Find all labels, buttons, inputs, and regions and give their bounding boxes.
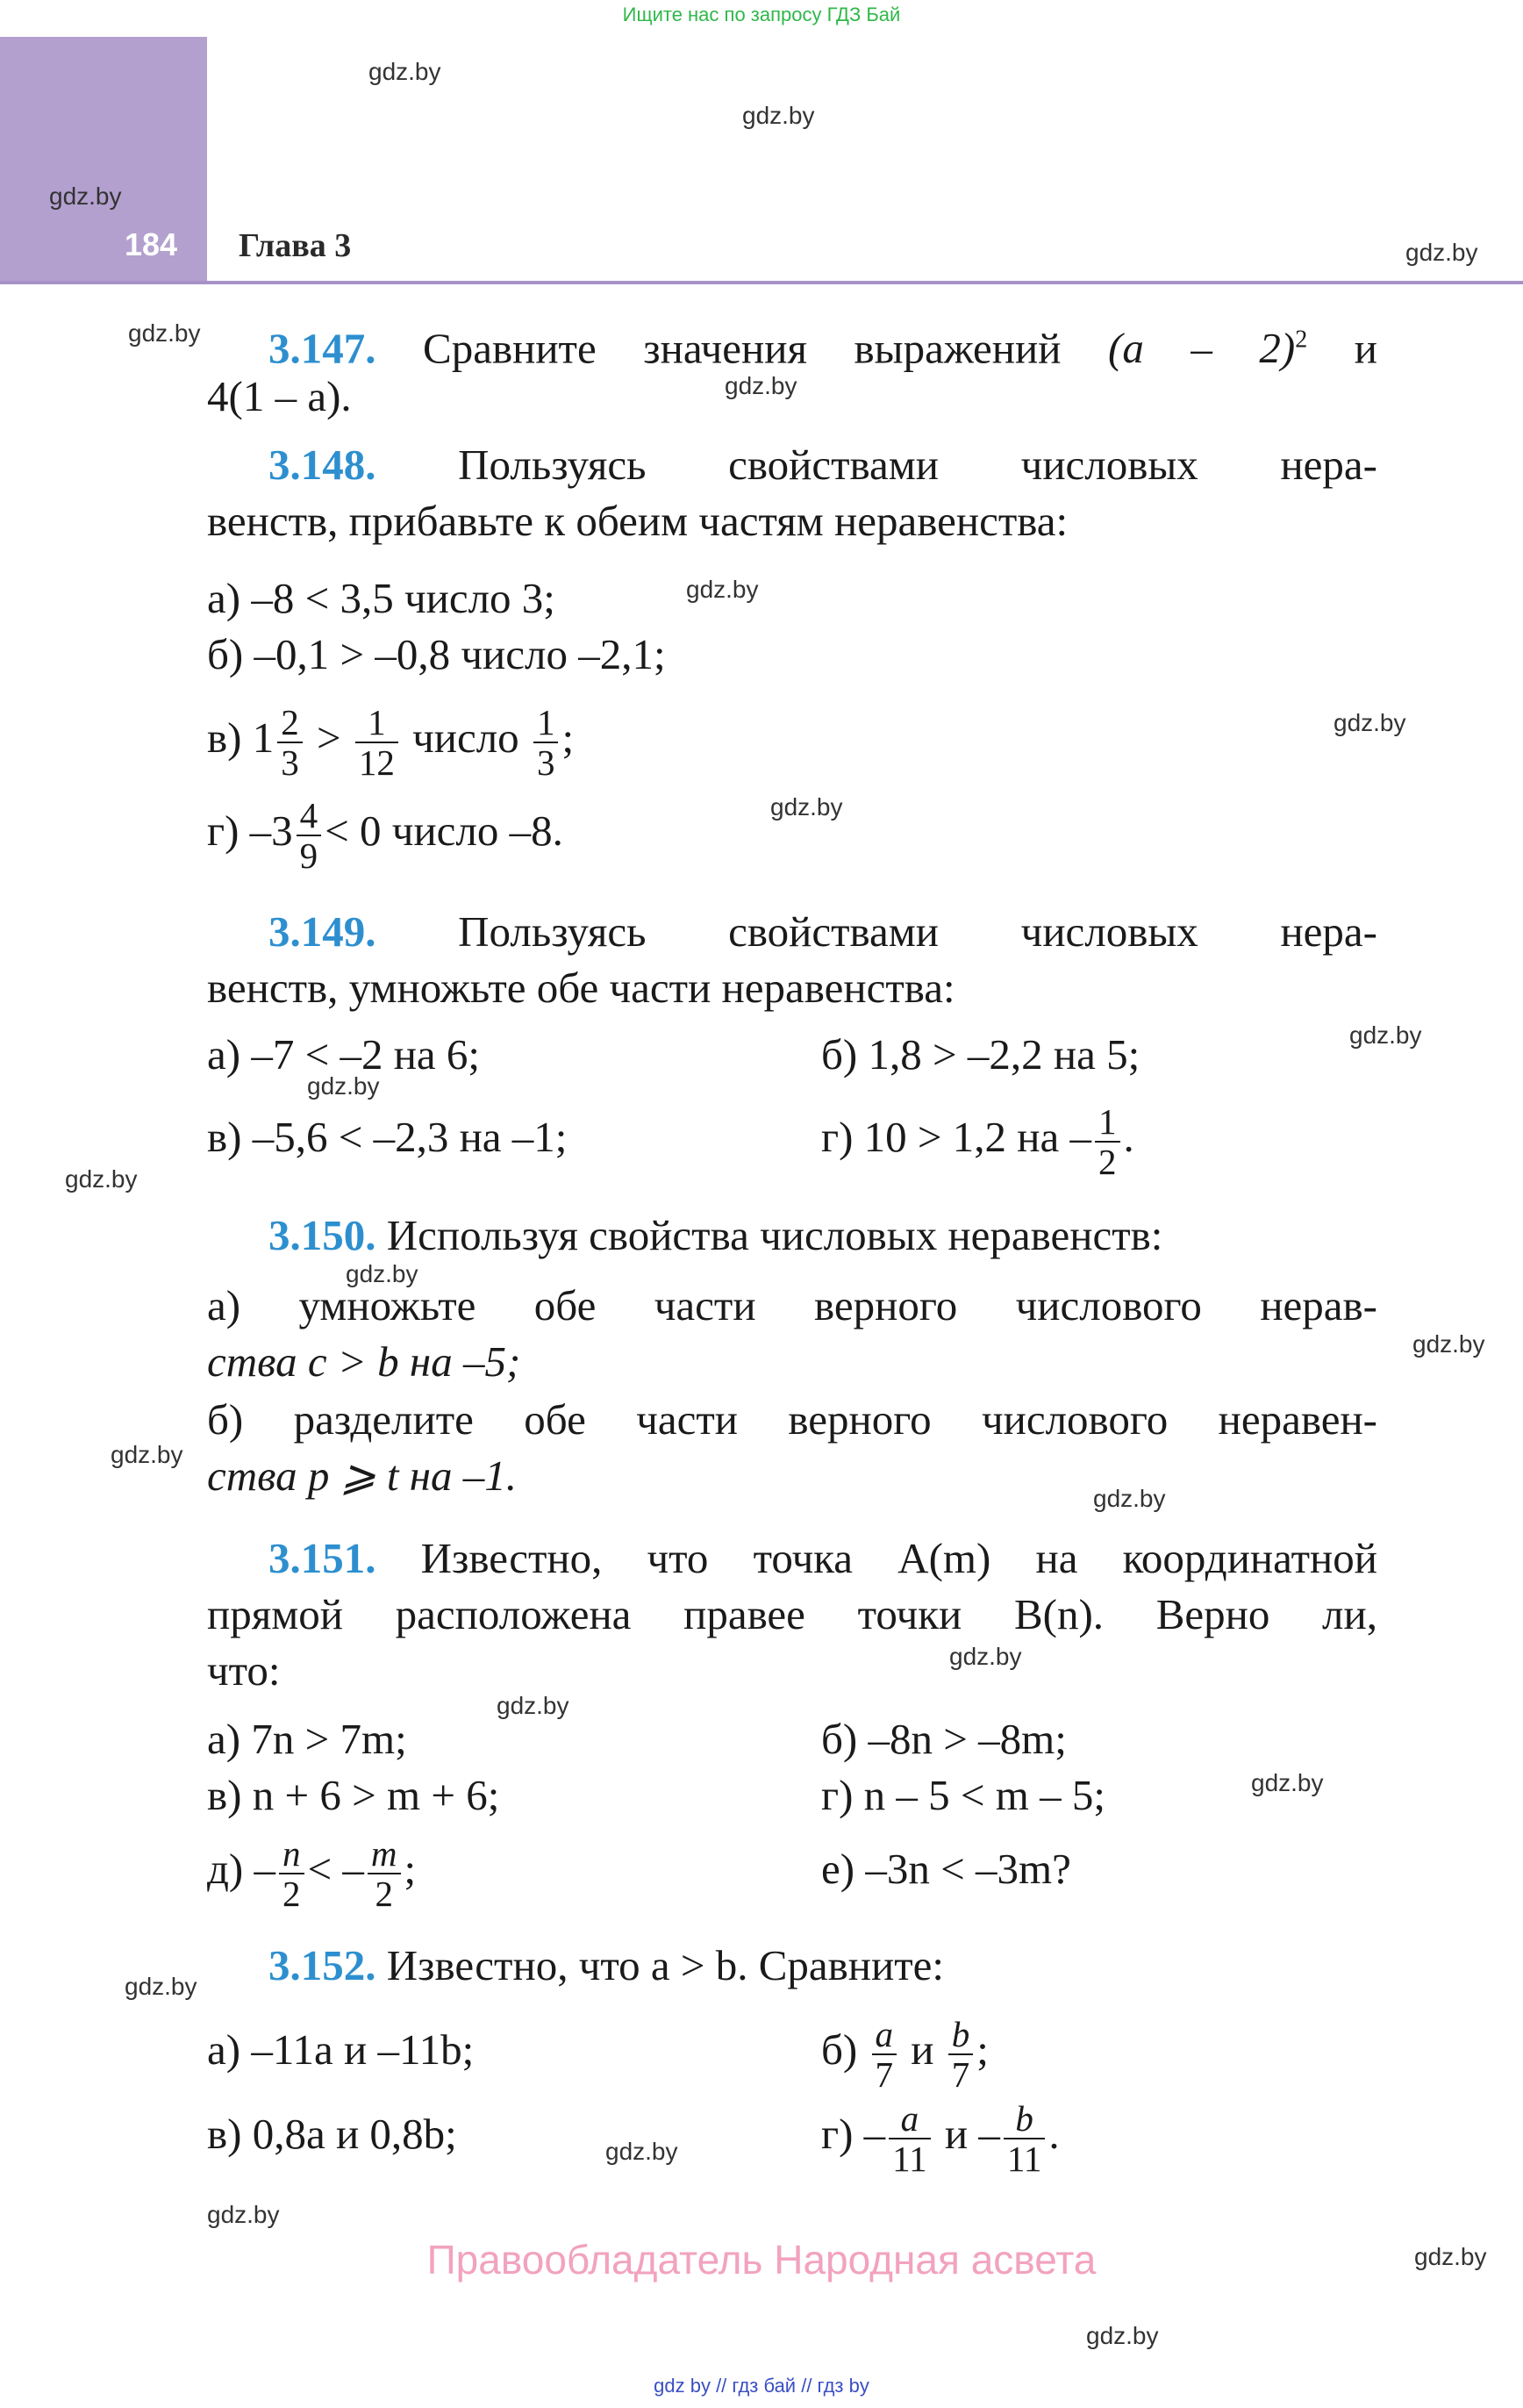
- exercise-3-150-line-2: а) умножьте обе части верного числового нерав-: [207, 1281, 1377, 1329]
- watermark: gdz.by: [1405, 239, 1478, 266]
- page-number: 184: [125, 226, 178, 262]
- watermark: gdz.by: [1349, 1021, 1422, 1049]
- exercise-number: 3.149.: [268, 907, 376, 956]
- exercise-3-151-line-1: 3.151. Известно, что точка A(m) на координатной: [268, 1534, 1377, 1582]
- watermark: gdz.by: [1412, 1330, 1485, 1358]
- exercise-3-148-g: г) –3 $\frac{4}{9}$ < 0 число –8.: [207, 794, 563, 876]
- watermark: gdz.by: [368, 58, 441, 85]
- watermark: gdz.by: [497, 1692, 569, 1719]
- fraction: $\frac{n}{2}$: [279, 1834, 304, 1913]
- exercise-number: 3.151.: [268, 1534, 376, 1582]
- exercise-3-147-line-1: 3.147. Сравните значения выражений (a – 2)$^2$ и: [268, 324, 1378, 373]
- exercise-3-147-line-2: 4(1 – a).: [207, 372, 352, 420]
- exercise-number: 3.150.: [268, 1211, 376, 1259]
- watermark: gdz.by: [128, 319, 201, 347]
- exercise-3-151-row-3: д) – $\frac{n}{2}$ < – $\frac{m}{2}$ ; е) –3n < –3m?: [207, 1832, 1071, 1914]
- watermark: gdz.by: [49, 183, 122, 210]
- watermark: gdz.by: [770, 793, 843, 821]
- exercise-3-151-row-2: в) n + 6 > m + 6; г) n – 5 < m – 5;: [207, 1771, 1106, 1819]
- watermark: gdz.by: [207, 2201, 280, 2228]
- exercise-3-152-line-1: 3.152. Известно, что a > b. Сравните:: [268, 1941, 945, 1989]
- fraction: $\frac{b}{11}$: [1004, 2099, 1045, 2178]
- watermark: gdz.by: [346, 1260, 418, 1287]
- fraction: $\frac{m}{2}$: [368, 1834, 401, 1913]
- exercise-3-149-row-2: в) –5,6 < –2,3 на –1; г) 10 > 1,2 на – $\frac{1}{2}$ .: [207, 1100, 1134, 1182]
- exercise-3-150-line-3: ства c > b на –5;: [207, 1337, 521, 1386]
- exercise-number: 3.152.: [268, 1941, 376, 1989]
- watermark: gdz.by: [725, 372, 797, 399]
- watermark: gdz.by: [1414, 2243, 1487, 2270]
- top-banner[interactable]: Ищите нас по запросу ГДЗ Бай: [622, 4, 901, 25]
- exercise-3-149-row-1: а) –7 < –2 на 6; б) 1,8 > –2,2 на 5;: [207, 1030, 1140, 1079]
- exercise-3-148-line-2: венств, прибавьте к обеим частям неравенства:: [207, 497, 1069, 545]
- watermark: gdz.by: [742, 102, 815, 129]
- exercise-3-151-line-3: что:: [207, 1646, 281, 1695]
- exercise-3-151-line-2: прямой расположена правее точки B(n). Верно ли,: [207, 1590, 1377, 1638]
- exercise-3-148-a: а) –8 < 3,5 число 3;: [207, 574, 555, 622]
- exercise-number: 3.148.: [268, 441, 376, 489]
- header-rule: [0, 281, 1523, 284]
- watermark: gdz.by: [1093, 1485, 1166, 1512]
- exercise-3-150-line-1: 3.150. Используя свойства числовых неравенств:: [268, 1211, 1163, 1259]
- exercise-3-152-row-2: в) 0,8a и 0,8b; г) – $\frac{a}{11}$ и – $\frac{b}{11}$ .: [207, 2097, 1060, 2179]
- watermark: gdz.by: [1251, 1769, 1324, 1796]
- watermark: gdz.by: [1086, 2322, 1159, 2349]
- exercise-3-148-line-1: 3.148. Пользуясь свойствами числовых нера-: [268, 441, 1377, 489]
- exercise-3-152-row-1: а) –11a и –11b; б) $\frac{a}{7}$ и $\frac{b}{7}$ ;: [207, 2013, 989, 2095]
- exercise-3-149-line-2: венств, умножьте обе части неравенства:: [207, 964, 955, 1012]
- exercise-3-148-b: б) –0,1 > –0,8 число –2,1;: [207, 630, 666, 678]
- exercise-3-150-line-4: б) разделите обе части верного числового неравен-: [207, 1395, 1377, 1444]
- fraction: $\frac{b}{7}$: [948, 2015, 974, 2094]
- fraction: $\frac{2}{3}$: [277, 703, 303, 782]
- exercise-3-149-line-1: 3.149. Пользуясь свойствами числовых нера-: [268, 907, 1377, 956]
- watermark: gdz.by: [307, 1072, 380, 1100]
- fraction: $\frac{a}{11}$: [889, 2099, 930, 2178]
- fraction: $\frac{1}{2}$: [1095, 1102, 1120, 1181]
- footer-links[interactable]: gdz by // гдз бай // гдз by: [654, 2375, 869, 2397]
- copyright-owner: Правообладатель Народная асвета: [426, 2237, 1097, 2283]
- fraction: $\frac{4}{9}$: [297, 796, 322, 875]
- watermark: gdz.by: [65, 1165, 138, 1193]
- watermark: gdz.by: [111, 1441, 183, 1468]
- exercise-3-150-line-5: ства p ⩾ t на –1.: [207, 1451, 518, 1500]
- fraction: $\frac{1}{12}$: [355, 703, 398, 782]
- exercise-3-148-v: в) 1 $\frac{2}{3}$ > $\frac{1}{12}$ число $\frac{1}{3}$ ;: [207, 701, 575, 783]
- chapter-title: Глава 3: [239, 227, 352, 264]
- watermark: gdz.by: [949, 1643, 1022, 1670]
- watermark: gdz.by: [605, 2138, 678, 2165]
- exercise-number: 3.147.: [268, 324, 376, 373]
- exercise-3-151-row-1: а) 7n > 7m; б) –8n > –8m;: [207, 1715, 1067, 1763]
- watermark: gdz.by: [1334, 709, 1406, 736]
- fraction: $\frac{a}{7}$: [872, 2015, 897, 2094]
- watermark: gdz.by: [686, 576, 759, 603]
- watermark: gdz.by: [125, 1973, 197, 2000]
- fraction: $\frac{1}{3}$: [533, 703, 559, 782]
